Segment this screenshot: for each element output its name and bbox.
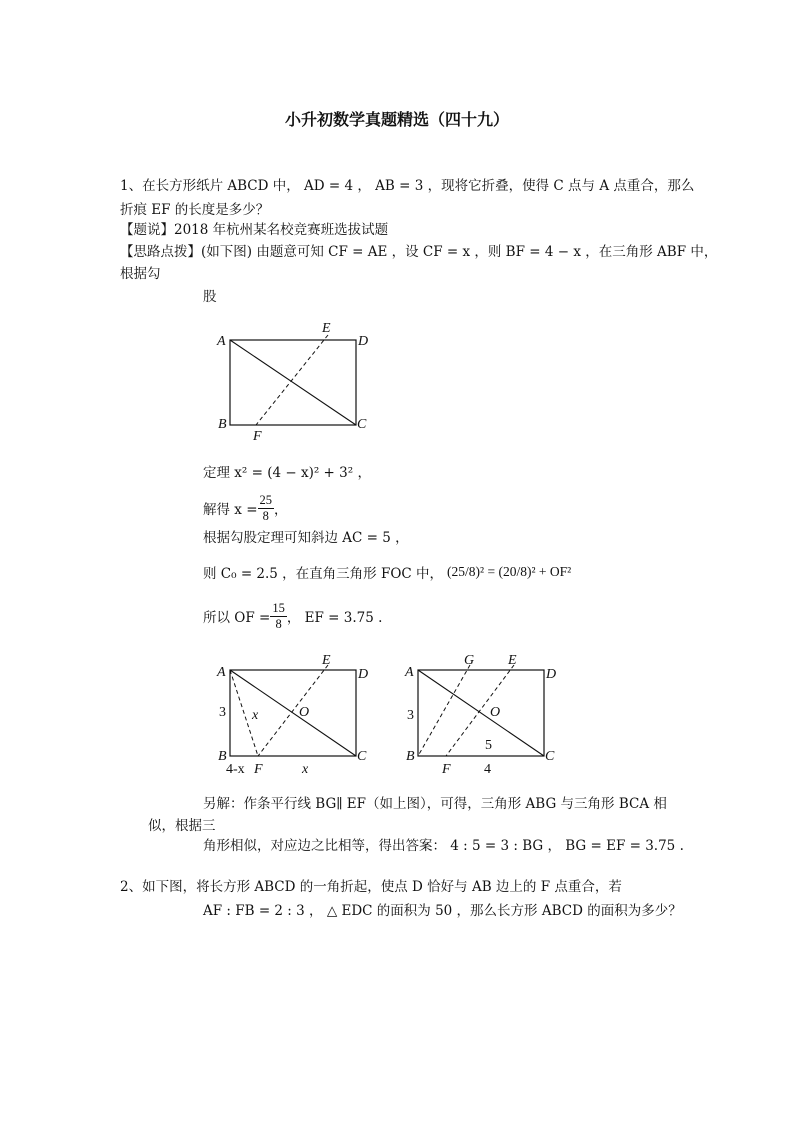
q1-step-5-prefix: 所以 OF = <box>203 610 271 626</box>
q1-hint-2: 根据勾 <box>120 266 161 282</box>
diagonal-ac <box>230 340 356 425</box>
label-e: E <box>322 653 331 668</box>
label-e: E <box>508 653 517 668</box>
q2-line-2: AF : FB = 2 : 3 ， △ EDC 的面积为 50 ，那么长方形 ABCD 的面积为多少？ <box>203 903 682 919</box>
label-x-bottom: x <box>302 762 309 777</box>
figure-1-rectangle <box>210 318 380 446</box>
label-o: O <box>299 705 310 720</box>
q1-step-3: 根据勾股定理可知斜边 AC = 5 ， <box>203 530 409 546</box>
label-b: B <box>218 417 227 432</box>
diagonal-ac <box>418 670 544 756</box>
q1-step-4-prefix: 则 C₀ = 2.5 ，在直角三角形 FOC 中， <box>203 566 444 582</box>
fraction-15-8 <box>270 601 287 632</box>
q1-step-1: 定理 x² = (4 − x)² + 3² ， <box>203 465 371 481</box>
fraction-denominator: 8 <box>262 508 269 523</box>
q1-step-5 <box>203 598 382 634</box>
label-f: F <box>253 429 262 444</box>
q1-line-2: 折痕 EF 的长度是多少？ <box>120 202 270 218</box>
q1-source: 【题说】2018 年杭州某名校竞赛班选拔试题 <box>120 222 389 238</box>
label-d: D <box>546 667 557 682</box>
label-f: F <box>442 762 451 777</box>
fold-line-ef <box>258 665 328 756</box>
label-x-hypotenuse: x <box>252 708 259 723</box>
q1-step-4 <box>203 552 571 592</box>
label-b: B <box>406 749 415 764</box>
fraction-denominator: 8 <box>275 616 282 631</box>
q1-step-2-suffix: ， <box>274 502 288 518</box>
q1-line-1: 1、在长方形纸片 ABCD 中， AD = 4 ， AB = 3 ，现将它折叠，使得 C 点与 A 点重合，那么 <box>120 178 695 194</box>
q1-hint-3: 股 <box>203 289 217 305</box>
q1-alt-3: 角形相似，对应边之比相等，得出答案： 4 : 5 = 3 : BG ， BG = EF = 3.75 . <box>203 838 684 854</box>
label-c: C <box>357 417 367 432</box>
label-o: O <box>490 705 501 720</box>
parallel-line-bg <box>418 665 470 756</box>
label-d: D <box>358 667 369 682</box>
label-c: C <box>545 749 555 764</box>
label-f: F <box>254 762 263 777</box>
label-a: A <box>217 665 226 680</box>
fold-line-ef <box>446 665 514 756</box>
diagonal-ac <box>230 670 356 756</box>
label-g: G <box>464 653 475 668</box>
figure-2-rectangle <box>210 650 380 778</box>
fraction-numerator: 15 <box>272 600 285 615</box>
label-a: A <box>217 334 226 349</box>
label-d: D <box>358 334 369 349</box>
label-side-5: 5 <box>485 738 492 753</box>
fraction-numerator: 25 <box>259 492 273 507</box>
fold-line-ef <box>256 335 328 425</box>
q1-hint-1: 【思路点拨】(如下图) 由题意可知 CF = AE ，设 CF = x ，则 BF = 4 − x ，在三角形 ABF 中， <box>120 244 718 260</box>
label-e: E <box>322 321 331 336</box>
q1-alt-1: 另解：作条平行线 BG∥ EF（如上图），可得，三角形 ABG 与三角形 BCA 相 <box>203 796 667 812</box>
label-a: A <box>405 665 414 680</box>
label-side-4: 4 <box>484 762 491 777</box>
label-side-3: 3 <box>407 708 414 723</box>
q1-step-2-prefix: 解得 x = <box>203 502 258 518</box>
label-4-minus-x: 4-x <box>226 762 245 777</box>
label-side-3: 3 <box>219 705 226 720</box>
fraction-25-8 <box>258 493 275 524</box>
q1-alt-2: 似，根据三 <box>148 818 216 834</box>
q1-step-2 <box>203 490 288 526</box>
pythagoras-equation: (25/8)² = (20/8)² + OF² <box>447 564 572 579</box>
q1-step-5-suffix: ， EF = 3.75 . <box>286 610 383 626</box>
label-b: B <box>218 749 227 764</box>
figure-3-rectangle <box>398 650 568 778</box>
page-title: 小升初数学真题精选（四十九） <box>284 110 509 129</box>
q2-line-1: 2、如下图，将长方形 ABCD 的一角折起，使点 D 恰好与 AB 边上的 F 点重合，若 <box>120 879 622 895</box>
label-c: C <box>357 749 367 764</box>
